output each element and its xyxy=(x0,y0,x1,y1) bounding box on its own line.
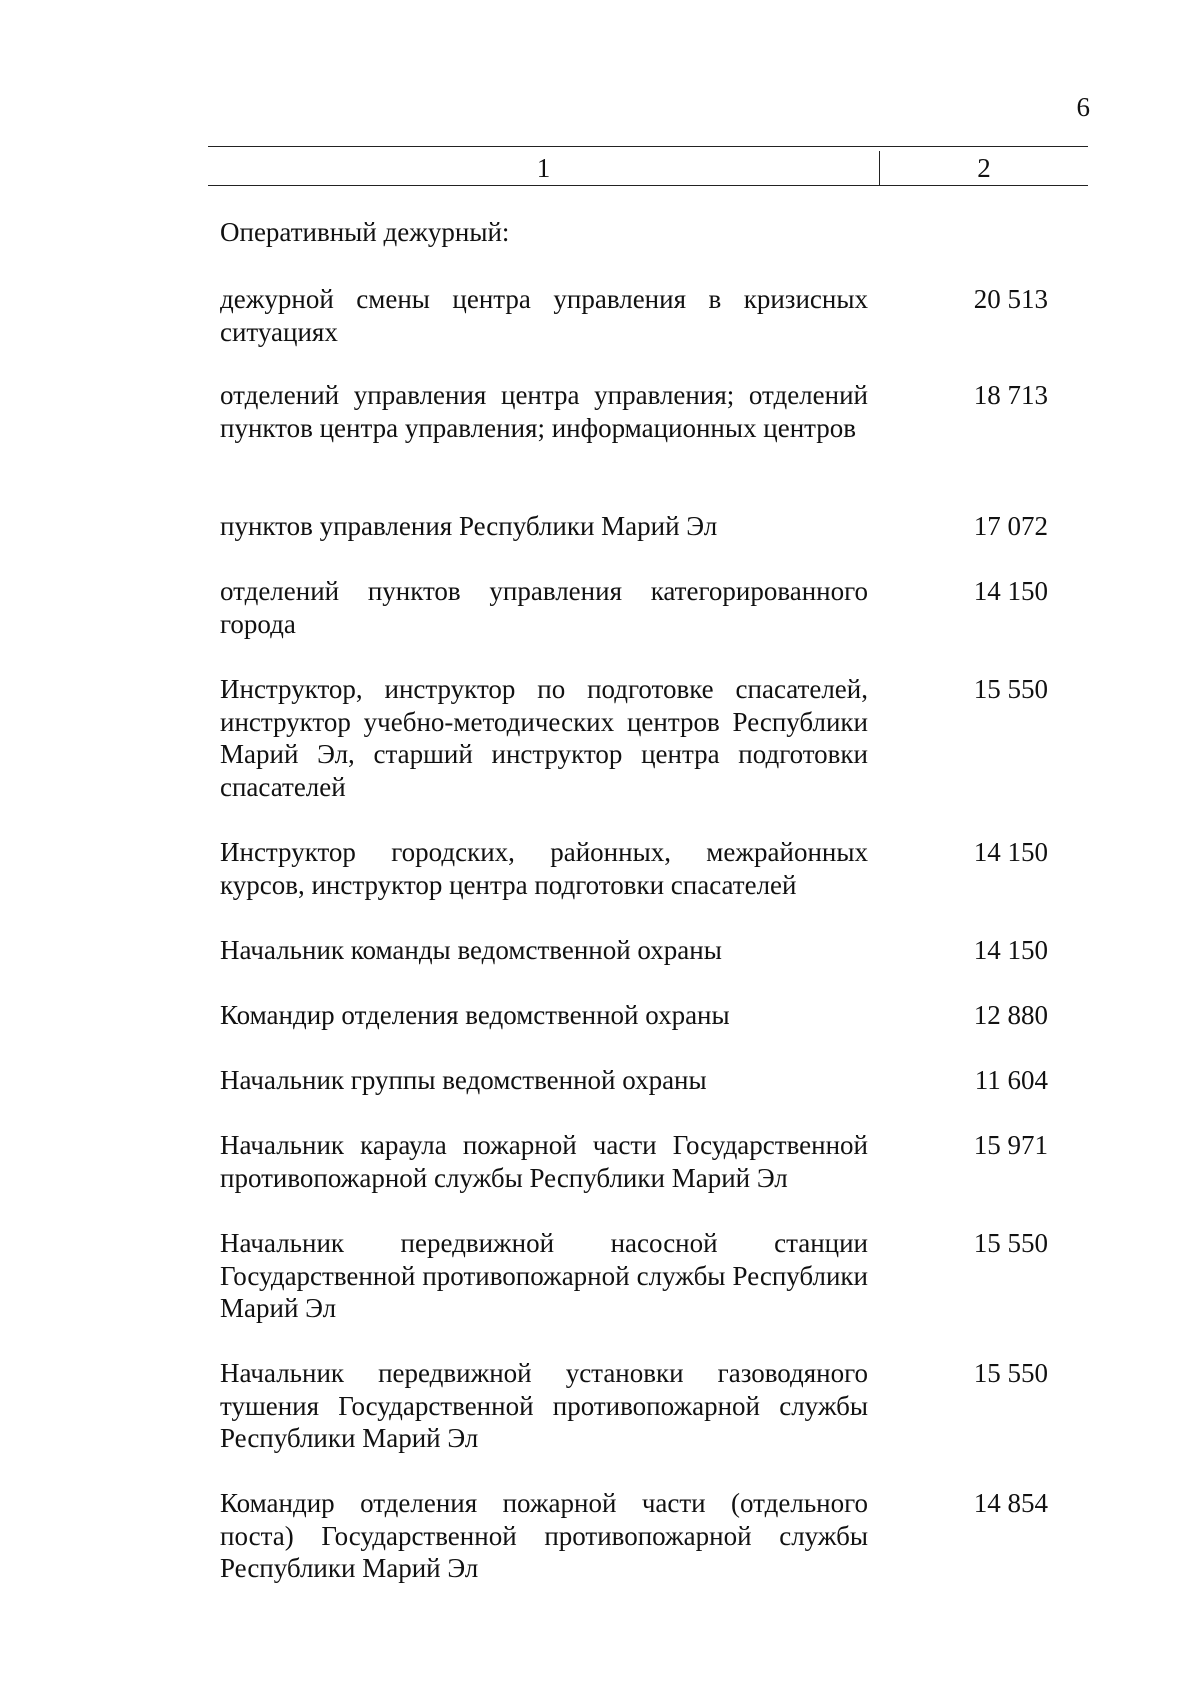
row-value: 14 150 xyxy=(973,576,1048,606)
table-header xyxy=(208,146,1088,186)
row-label: Командир отделения ведомственной охраны xyxy=(220,1000,730,1030)
row-value: 14 854 xyxy=(973,1488,1048,1518)
row-value: 15 971 xyxy=(973,1130,1048,1160)
row-label: Оперативный дежурный: xyxy=(220,217,510,247)
table-header-col2: 2 xyxy=(977,153,991,183)
row-label: Инструктор, инструктор по подготовке спасателей, инструктор учебно-методических центров Республики Марий Эл, старший инструктор центра подготовки спасателей xyxy=(220,674,868,802)
row-value: 12 880 xyxy=(973,1000,1048,1030)
row-value: 15 550 xyxy=(973,1358,1048,1388)
row-label: дежурной смены центра управления в кризисных ситуациях xyxy=(220,284,868,347)
row-label: Начальник команды ведомственной охраны xyxy=(220,935,722,965)
row-value: 14 150 xyxy=(973,935,1048,965)
row-value: 14 150 xyxy=(973,837,1048,867)
row-value: 15 550 xyxy=(973,674,1048,704)
table-header-col1: 1 xyxy=(536,153,551,183)
row-label: Начальник группы ведомственной охраны xyxy=(220,1065,707,1095)
row-value: 20 513 xyxy=(973,284,1048,314)
row-value: 17 072 xyxy=(973,511,1048,541)
row-label: отделений управления центра управления; отделений пунктов центра управления; информационных центров xyxy=(220,380,868,443)
row-label: пунктов управления Республики Марий Эл xyxy=(220,511,718,541)
row-label: Начальник передвижной насосной станции Государственной противопожарной службы Республики Марий Эл xyxy=(220,1228,868,1323)
page-number: 6 xyxy=(1076,92,1090,122)
row-label: Инструктор городских, районных, межрайонных курсов, инструктор центра подготовки спасателей xyxy=(220,837,868,900)
row-label: отделений пунктов управления категорированного города xyxy=(220,576,868,639)
row-label: Начальник караула пожарной части Государственной противопожарной службы Республики Марий Эл xyxy=(220,1130,868,1193)
row-label: Командир отделения пожарной части (отдельного поста) Государственной противопожарной службы Республики Марий Эл xyxy=(220,1488,868,1583)
row-label: Начальник передвижной установки газоводяного тушения Государственной противопожарной службы Республики Марий Эл xyxy=(220,1358,868,1453)
row-value: 11 604 xyxy=(974,1065,1048,1095)
row-value: 15 550 xyxy=(973,1228,1048,1258)
row-value: 18 713 xyxy=(973,380,1048,410)
